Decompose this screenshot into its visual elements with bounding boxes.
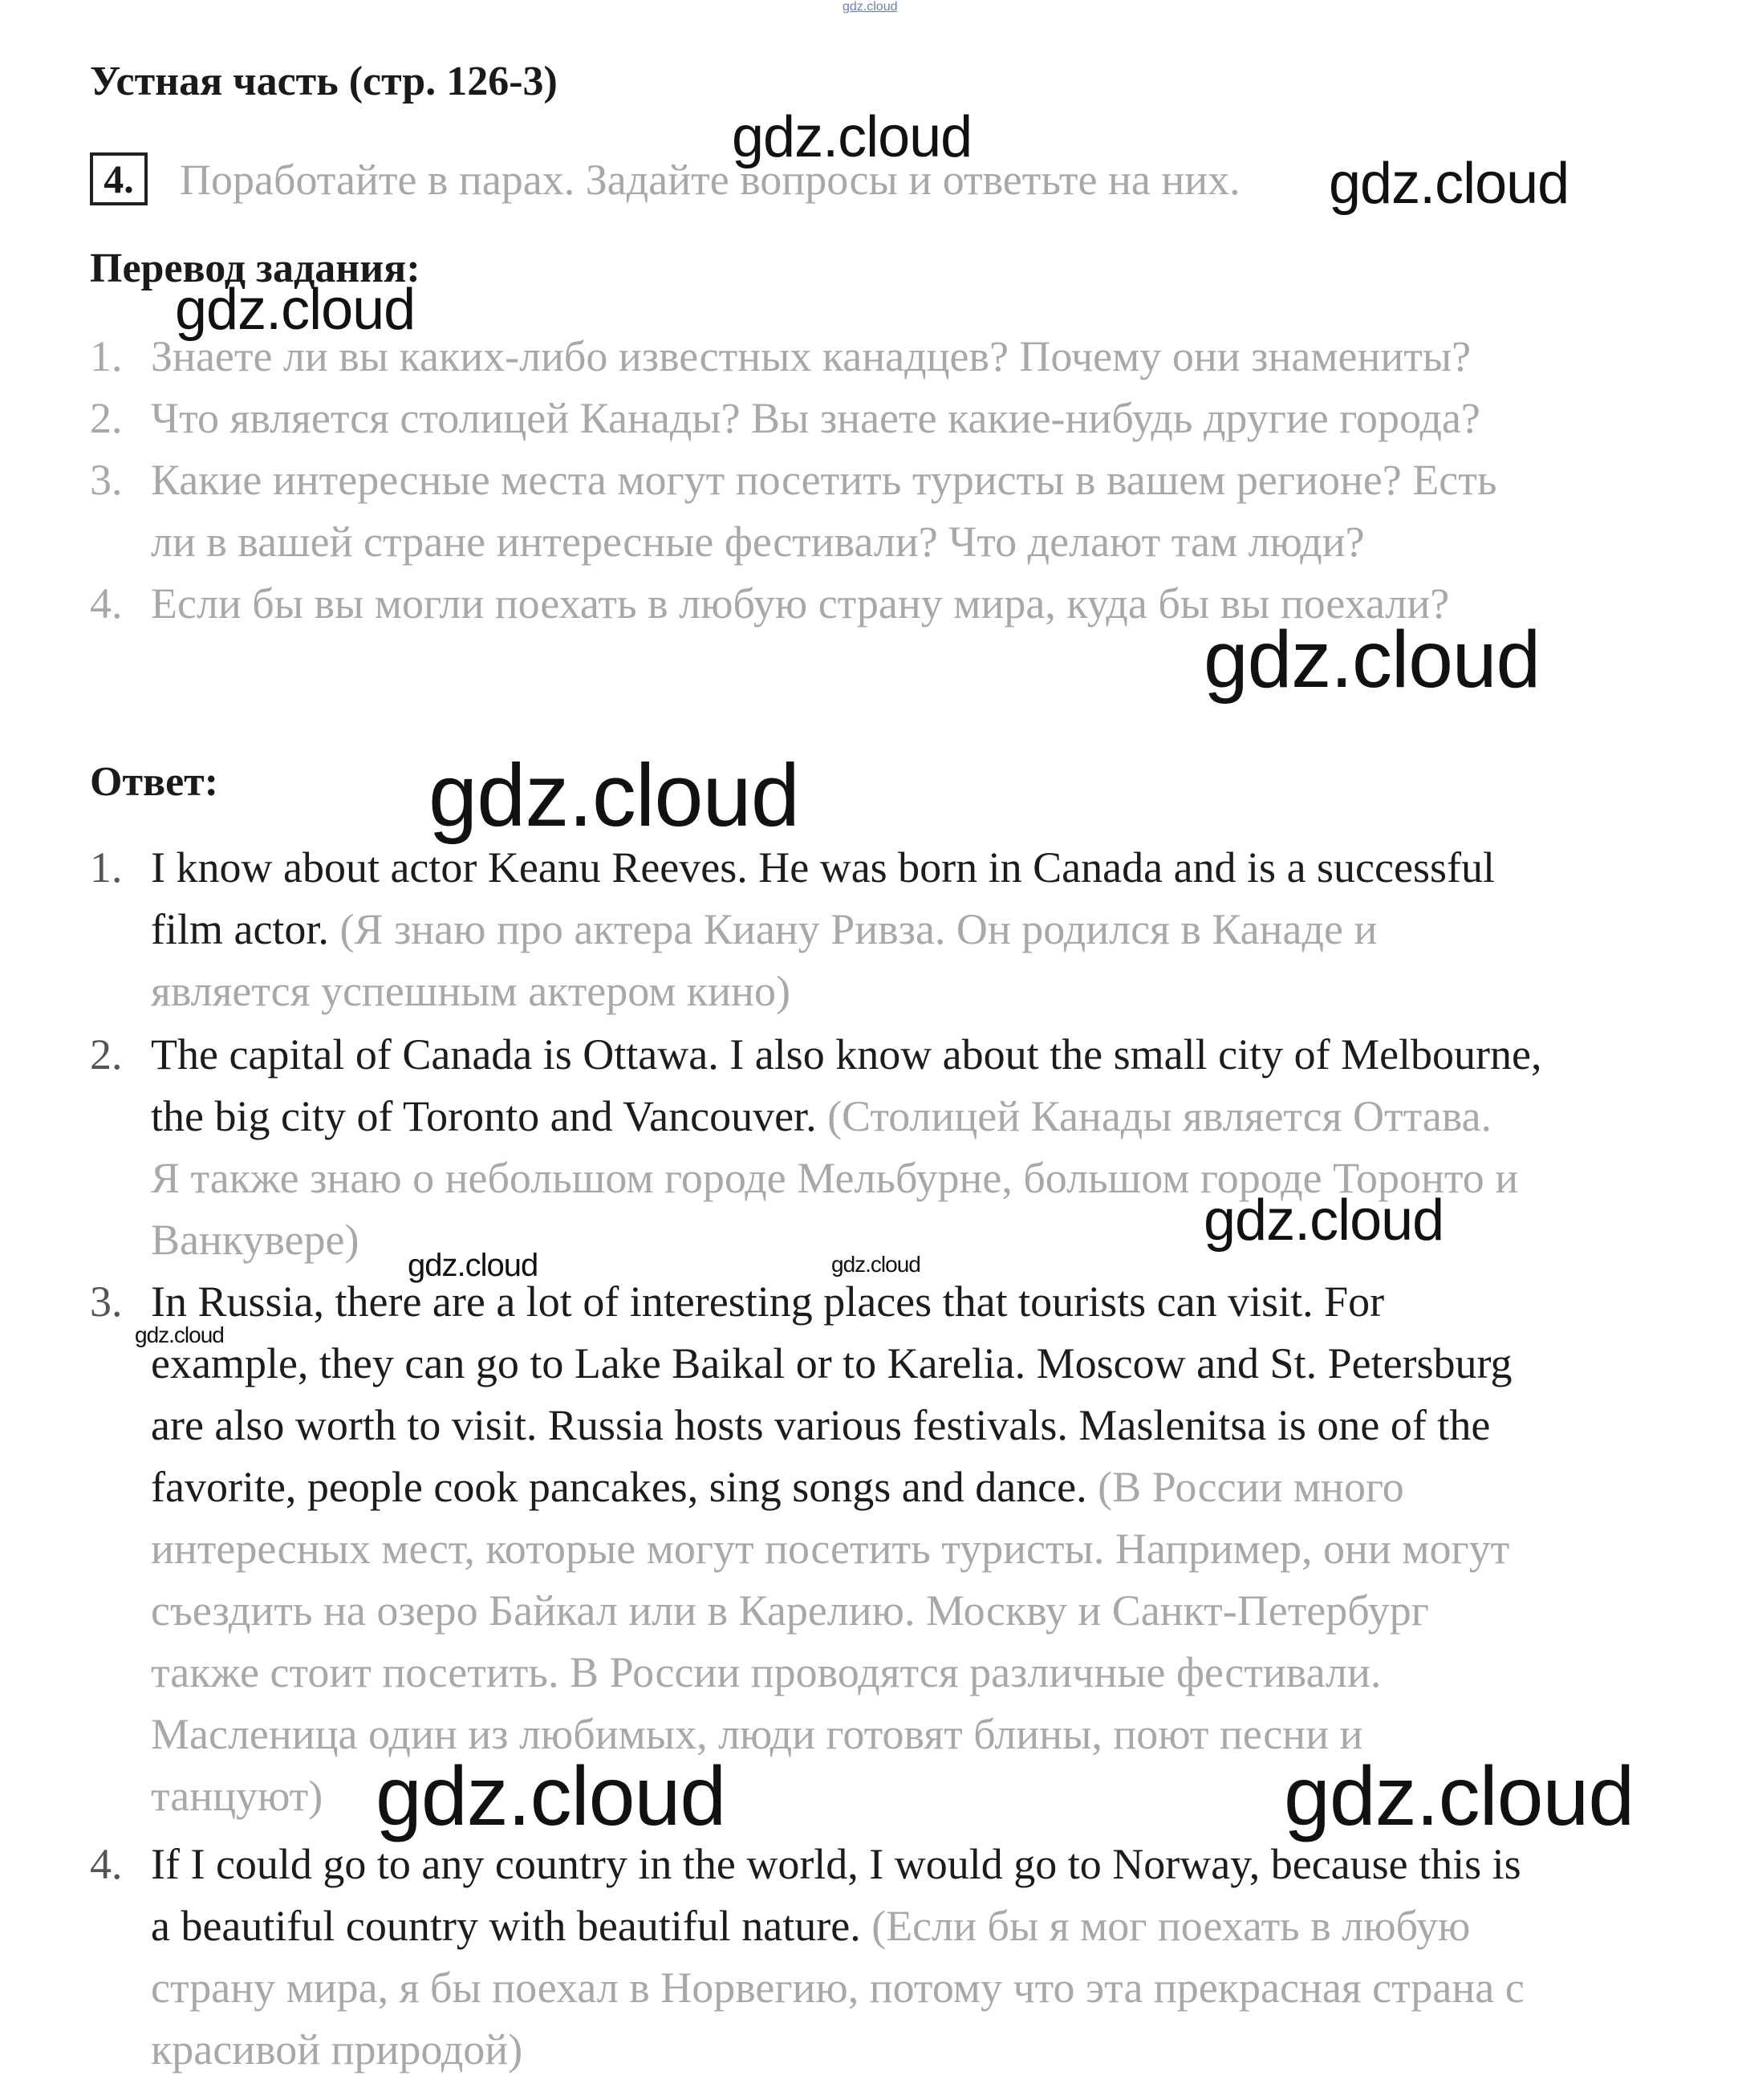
translation-item-4: Если бы вы могли поехать в любую страну мира, куда бы вы поехали? [151, 579, 1450, 628]
answer-3-en-line-1: In Russia, there are a lot of interesting places that tourists can visit. For [151, 1277, 1385, 1326]
answer-1-ru-start: (Я знаю про актера Киану Ривза. Он родился в Канаде и [328, 905, 1378, 953]
translation-num-4: 4. [90, 579, 123, 628]
answer-3-ru-start: (В России много [1086, 1463, 1404, 1511]
answer-4-ru-line-1: страну мира, я бы поехал в Норвегию, потому что эта прекрасная страна с [151, 1964, 1525, 2012]
answer-3-ru-line-1: интересных мест, которые могут посетить туристы. Например, они могут [151, 1525, 1510, 1573]
answer-heading: Ответ: [90, 759, 219, 805]
answer-num-3: 3. [90, 1277, 123, 1326]
answer-1-en-end: film actor. [151, 905, 329, 953]
answer-4-ru-start: (Если бы я мог поехать в любую [860, 1902, 1471, 1950]
answer-2-line-2 [151, 1091, 1492, 1141]
answer-1-ru-line: является успешным актером кино) [151, 967, 790, 1015]
task-number-box: 4. [90, 152, 148, 205]
watermark-6: gdz.cloud [1204, 1188, 1444, 1253]
top-watermark: gdz.cloud [843, 0, 898, 14]
watermark-4: gdz.cloud [1204, 615, 1541, 705]
answer-2-ru-line-1: Я также знаю о небольшом городе Мельбурне, большом городе Торонто и [151, 1154, 1519, 1202]
translation-heading: Перевод задания: [90, 246, 420, 291]
answer-2-en-line-1: The capital of Canada is Ottawa. I also know about the small city of Melbourne, [151, 1030, 1542, 1078]
answer-2-ru-start: (Столицей Канады является Оттава. [816, 1092, 1492, 1140]
answer-3-ru-line-4: Масленица один из любимых, люди готовят блины, поют песни и [151, 1710, 1363, 1758]
watermark-11: gdz.cloud [1284, 1750, 1634, 1843]
watermark-10: gdz.cloud [376, 1750, 726, 1843]
watermark-7: gdz.cloud [408, 1248, 538, 1283]
translation-num-1: 1. [90, 332, 123, 380]
answer-3-line-4 [151, 1462, 1404, 1512]
answer-3-en-line-2: example, they can go to Lake Baikal or to Karelia. Moscow and St. Petersburg [151, 1339, 1513, 1387]
answer-4-line-2 [151, 1901, 1470, 1951]
answer-2-en-end: the big city of Toronto and Vancouver. [151, 1092, 817, 1140]
answer-3-ru-line-5: танцуют) [151, 1772, 323, 1820]
answer-1-line-2 [151, 904, 1377, 954]
answer-3-en-end: favorite, people cook pancakes, sing songs and dance. [151, 1463, 1087, 1511]
translation-item-3-line-2: ли в вашей стране интересные фестивали? Что делают там люди? [151, 518, 1365, 566]
watermark-5: gdz.cloud [428, 746, 799, 845]
answer-4-ru-line-2: красивой природой) [151, 2025, 523, 2074]
answer-3-ru-line-2: съездить на озеро Байкал или в Карелию. Москву и Санкт-Петербург [151, 1586, 1429, 1635]
answer-num-4: 4. [90, 1840, 123, 1888]
translation-item-3-line-1: Какие интересные места могут посетить туристы в вашем регионе? Есть [151, 456, 1497, 504]
task-text: Поработайте в парах. Задайте вопросы и ответьте на них. [180, 156, 1241, 204]
answer-4-en-line-1: If I could go to any country in the world, I would go to Norway, because this is [151, 1840, 1521, 1888]
watermark-8: gdz.cloud [831, 1252, 920, 1277]
answer-num-2: 2. [90, 1030, 123, 1078]
translation-num-2: 2. [90, 394, 123, 442]
answer-3-ru-line-3: также стоит посетить. В России проводятся различные фестивали. [151, 1648, 1382, 1696]
answer-4-en-end: a beautiful country with beautiful nature. [151, 1902, 861, 1950]
watermark-3: gdz.cloud [175, 278, 416, 342]
answer-2-ru-line-2: Ванкувере) [151, 1216, 359, 1264]
answer-1-en-line-1: I know about actor Keanu Reeves. He was born in Canada and is a successful [151, 843, 1495, 892]
translation-num-3: 3. [90, 456, 123, 504]
watermark-1: gdz.cloud [732, 105, 973, 169]
translation-item-1: Знаете ли вы каких-либо известных канадцев? Почему они знамениты? [151, 332, 1472, 380]
translation-item-2: Что является столицей Канады? Вы знаете какие-нибудь другие города? [151, 394, 1480, 442]
answer-num-1: 1. [90, 843, 123, 892]
answer-3-en-line-3: are also worth to visit. Russia hosts various festivals. Maslenitsa is one of the [151, 1401, 1491, 1449]
watermark-2: gdz.cloud [1329, 152, 1569, 216]
watermark-9: gdz.cloud [135, 1322, 224, 1347]
section-title: Устная часть (стр. 126-3) [90, 59, 558, 104]
